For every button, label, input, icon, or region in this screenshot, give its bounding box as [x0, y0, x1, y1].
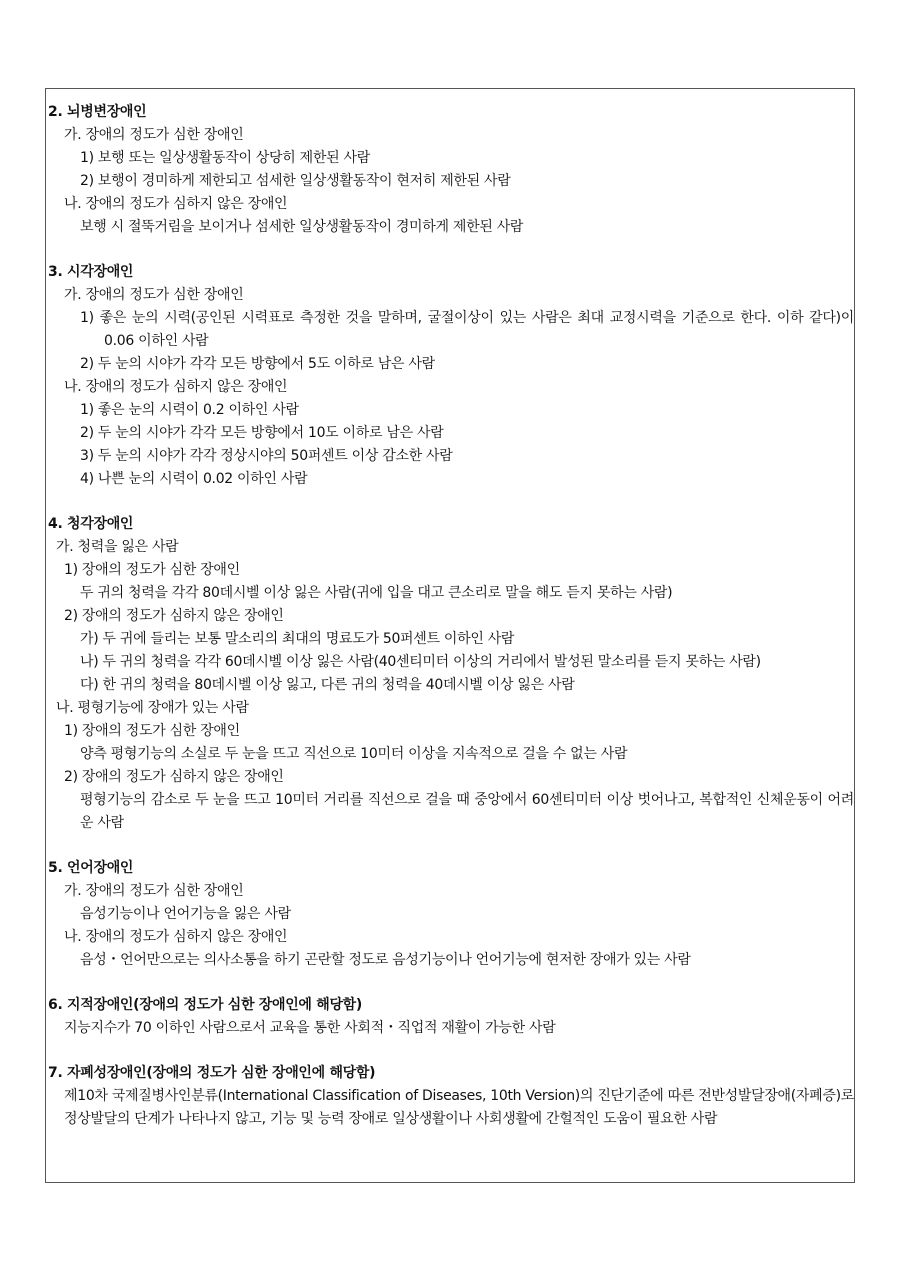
list-item: 3) 두 눈의 시야가 각각 정상시야의 50퍼센트 이상 감소한 사람 — [80, 448, 453, 464]
subsection-label: 가. 청력을 잃은 사람 — [56, 539, 179, 555]
section-heading: 2. 뇌병변장애인 — [48, 104, 147, 120]
subsection-label: 나. 장애의 정도가 심하지 않은 장애인 — [64, 379, 288, 395]
list-item: 1) 좋은 눈의 시력이 0.2 이하인 사람 — [80, 402, 299, 418]
section-heading: 7. 자폐성장애인(장애의 정도가 심한 장애인에 해당함) — [48, 1065, 376, 1081]
paragraph: 양측 평형기능의 소실로 두 눈을 뜨고 직선으로 10미터 이상을 지속적으로 걸을 수 없는 사람 — [80, 746, 628, 762]
paragraph: 두 귀의 청력을 각각 80데시벨 이상 잃은 사람(귀에 입을 대고 큰소리로 말을 해도 듣지 못하는 사람) — [80, 585, 673, 601]
list-item: 1) 좋은 눈의 시력(공인된 시력표로 측정한 것을 말하며, 굴절이상이 있는 사람은 최대 교정시력을 기준으로 한다. 이하 같다)이 0.06 이하인 사람 — [80, 310, 854, 349]
section-brain — [48, 101, 854, 239]
list-item: 4) 나쁜 눈의 시력이 0.02 이하인 사람 — [80, 471, 308, 487]
list-item: 1) 장애의 정도가 심한 장애인 — [64, 562, 240, 578]
section-heading: 4. 청각장애인 — [48, 516, 134, 532]
paragraph: 지능지수가 70 이하인 사람으로서 교육을 통한 사회적・직업적 재활이 가능한 사람 — [64, 1020, 556, 1036]
subsection-label: 가. 장애의 정도가 심한 장애인 — [64, 127, 244, 143]
list-item: 2) 보행이 경미하게 제한되고 섬세한 일상생활동작이 현저히 제한된 사람 — [80, 173, 511, 189]
list-item: 2) 장애의 정도가 심하지 않은 장애인 — [64, 608, 284, 624]
list-item: 다) 한 귀의 청력을 80데시벨 이상 잃고, 다른 귀의 청력을 40데시벨 이상 잃은 사람 — [80, 677, 575, 693]
document-content — [48, 101, 854, 1153]
list-item: 1) 보행 또는 일상생활동작이 상당히 제한된 사람 — [80, 150, 370, 166]
section-heading: 3. 시각장애인 — [48, 264, 134, 280]
section-hearing — [48, 513, 854, 835]
list-item: 2) 두 눈의 시야가 각각 모든 방향에서 10도 이하로 남은 사람 — [80, 425, 444, 441]
list-item: 2) 두 눈의 시야가 각각 모든 방향에서 5도 이하로 남은 사람 — [80, 356, 435, 372]
document-frame — [45, 88, 855, 1183]
paragraph: 음성기능이나 언어기능을 잃은 사람 — [80, 906, 291, 922]
list-item: 나) 두 귀의 청력을 각각 60데시벨 이상 잃은 사람(40센티미터 이상의 거리에서 발성된 말소리를 듣지 못하는 사람) — [80, 654, 761, 670]
subsection-label: 나. 장애의 정도가 심하지 않은 장애인 — [64, 929, 288, 945]
subsection-label: 가. 장애의 정도가 심한 장애인 — [64, 883, 244, 899]
section-intellectual — [48, 994, 854, 1040]
section-autism — [48, 1062, 854, 1131]
section-heading: 5. 언어장애인 — [48, 860, 134, 876]
section-heading: 6. 지적장애인(장애의 정도가 심한 장애인에 해당함) — [48, 997, 363, 1013]
list-item: 1) 장애의 정도가 심한 장애인 — [64, 723, 240, 739]
subsection-label: 나. 장애의 정도가 심하지 않은 장애인 — [64, 196, 288, 212]
paragraph: 보행 시 절뚝거림을 보이거나 섬세한 일상생활동작이 경미하게 제한된 사람 — [80, 219, 524, 235]
paragraph: 제10차 국제질병사인분류(International Classification of Diseases, 10th Version)의 진단기준에 따른 전반성발달장애(자폐증)로 정상발달의 단계가 나타나지 않고, 기능 및 능력 장애로 일상생활이나 사회생활에 간헐적인 도움이 필요한 사람 — [64, 1088, 854, 1127]
list-item: 가) 두 귀에 들리는 보통 말소리의 최대의 명료도가 50퍼센트 이하인 사람 — [80, 631, 515, 647]
paragraph: 음성・언어만으로는 의사소통을 하기 곤란할 정도로 음성기능이나 언어기능에 현저한 장애가 있는 사람 — [80, 952, 691, 968]
section-speech — [48, 857, 854, 972]
subsection-label: 가. 장애의 정도가 심한 장애인 — [64, 287, 244, 303]
paragraph: 평형기능의 감소로 두 눈을 뜨고 10미터 거리를 직선으로 걸을 때 중앙에서 60센티미터 이상 벗어나고, 복합적인 신체운동이 어려운 사람 — [80, 792, 854, 831]
section-visual — [48, 261, 854, 491]
subsection-label: 나. 평형기능에 장애가 있는 사람 — [56, 700, 249, 716]
list-item: 2) 장애의 정도가 심하지 않은 장애인 — [64, 769, 284, 785]
